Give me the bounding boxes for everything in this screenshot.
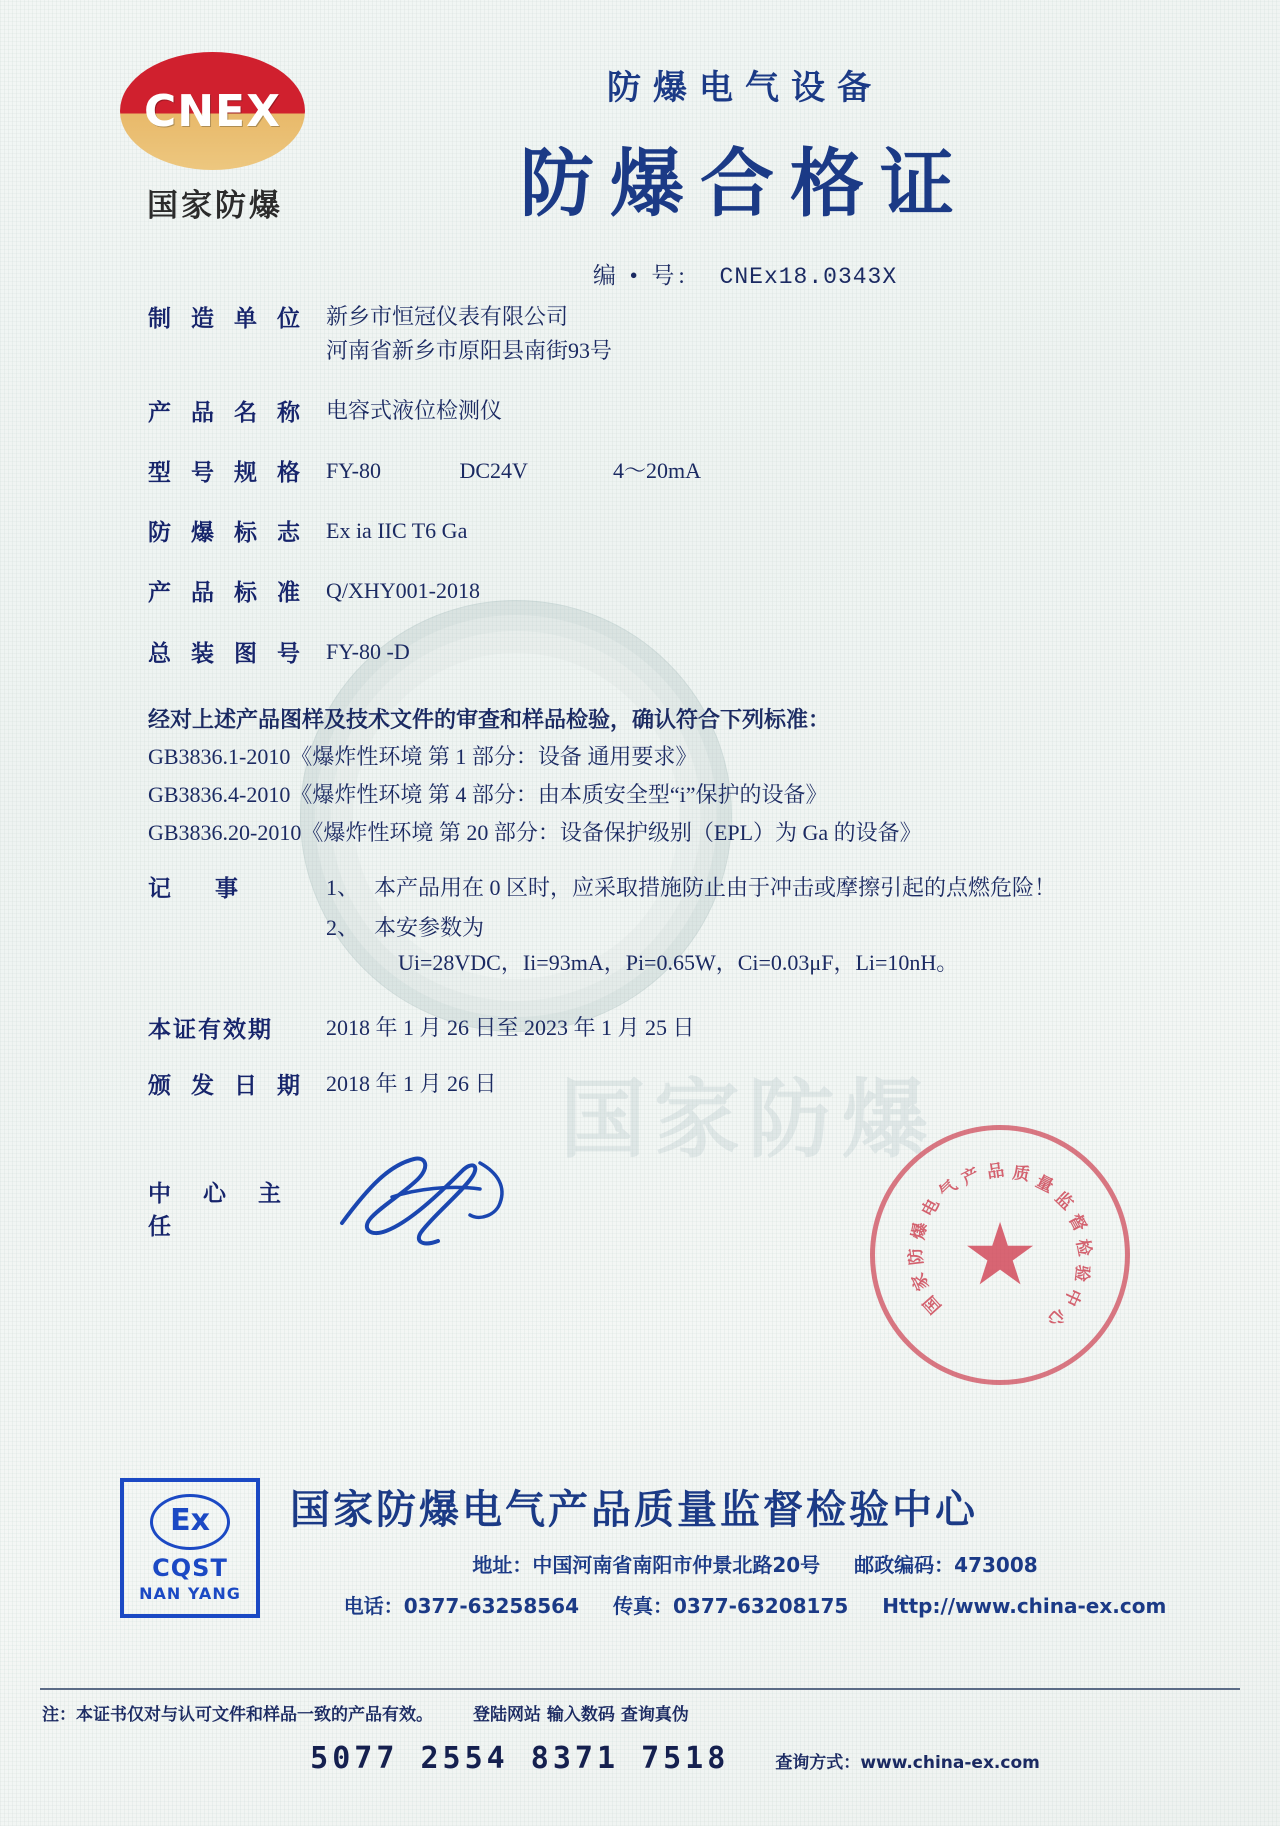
conformity-statement (0, 695, 1280, 852)
address-value: 中国河南省南阳市仲景北路20号 (532, 1553, 821, 1577)
note-text-sub: Ui=28VDC，Ii=93mA，Pi=0.65W，Ci=0.03μF，Li=10nH。 (398, 950, 959, 976)
field-standard-value: Q/XHY001-2018 (326, 578, 480, 604)
certificate-body (0, 300, 1280, 1345)
model-voltage: DC24V (459, 458, 528, 484)
stamp-char: 产 (958, 1164, 983, 1190)
model-current: 4～20mA (613, 458, 702, 484)
field-director-label: 中 心 主 任 (148, 1181, 294, 1241)
footer-divider (40, 1688, 1240, 1690)
conformity-statement-head: 经对上述产品图样及技术文件的审查和样品检验，确认符合下列标准： (148, 706, 831, 732)
cqst-logo-city: NAN YANG (139, 1584, 241, 1603)
note-item (326, 910, 1240, 981)
document-subtitle: 防爆电气设备 (607, 68, 883, 108)
stamp-char: 督 (1064, 1210, 1090, 1236)
address-label: 地址： (472, 1553, 533, 1577)
field-ex-mark (0, 514, 1280, 548)
field-model-label: 型 号 规 格 (148, 460, 307, 487)
field-manufacturer-value (326, 300, 1280, 368)
field-director (0, 1123, 1280, 1345)
field-drawing-label: 总 装 图 号 (148, 640, 307, 667)
notes-list (326, 870, 1240, 985)
field-product-name (0, 394, 1280, 428)
field-issue-date (0, 1067, 1280, 1101)
note-text (374, 910, 1240, 981)
note-text: 本产品用在 0 区时，应采取措施防止由于冲击或摩擦引起的点燃危险！ (374, 874, 1057, 900)
verification-method-label: 查询方式： (775, 1753, 861, 1773)
stamp-char: 心 (1042, 1303, 1070, 1330)
field-ex-mark-label: 防 爆 标 志 (148, 520, 307, 547)
stamp-char: 国 (919, 1291, 946, 1318)
postcode-label: 邮政编码： (854, 1553, 955, 1577)
tel-label: 电话： (343, 1594, 404, 1618)
manufacturer-name: 新乡市恒冠仪表有限公司 (326, 304, 569, 329)
stamp-char: 家 (908, 1269, 934, 1294)
signature-icon (330, 1145, 550, 1265)
field-ex-mark-value: Ex ia IIC T6 Ga (326, 518, 468, 544)
issuing-organization (0, 1478, 1280, 1619)
field-model (0, 454, 1280, 488)
stamp-char: 质 (1011, 1163, 1032, 1186)
fax-value: 0377-63208175 (672, 1594, 849, 1618)
verification-row (0, 1741, 1280, 1776)
field-standard (0, 574, 1280, 608)
field-product-name-value: 电容式液位检测仪 (326, 398, 503, 424)
stamp-char: 监 (1050, 1188, 1077, 1215)
certificate-number (330, 257, 1160, 290)
field-validity-label: 本证有效期 (148, 1016, 273, 1043)
ex-symbol-icon: Ex (150, 1494, 230, 1550)
field-notes-label: 记 事 (148, 875, 257, 902)
field-drawing (0, 635, 1280, 669)
title-block (330, 60, 1160, 290)
organization-address-line (290, 1549, 1220, 1578)
fax-label: 传真： (612, 1594, 673, 1618)
tel-value: 0377-63258564 (403, 1594, 579, 1618)
note-number: 2、 (326, 914, 360, 940)
stamp-char: 量 (1032, 1171, 1057, 1198)
footer-note-text: 注：本证书仅对与认可文件和样品一致的产品有效。 (42, 1705, 433, 1725)
field-manufacturer (0, 300, 1280, 368)
stamp-star-icon: ★ (961, 1207, 1039, 1303)
field-issue-date-label: 颁 发 日 期 (148, 1072, 307, 1099)
manufacturer-address: 河南省新乡市原阳县南街93号 (326, 338, 613, 364)
field-notes (0, 852, 1280, 985)
footer-note-block (0, 1700, 1280, 1776)
certificate-number-value: CNEx18.0343X (719, 264, 898, 290)
field-product-name-label: 产 品 名 称 (148, 400, 307, 427)
certificate-number-label: 编 • 号: (592, 263, 689, 288)
note-item (326, 870, 1240, 906)
stamp-char: 防 (905, 1246, 928, 1267)
page-title: 防爆合格证 (520, 141, 970, 227)
cnex-logo-mark (120, 52, 305, 170)
field-validity-value: 2018 年 1 月 26 日至 2023 年 1 月 25 日 (326, 1014, 695, 1040)
verification-url[interactable]: www.china-ex.com (860, 1753, 1040, 1773)
stamp-char: 验 (1070, 1263, 1093, 1283)
standard-item-2: GB3836.4-2010《爆炸性环境 第 4 部分：由本质安全型“i”保护的设备》 (148, 782, 828, 808)
verification-code: 5077 2554 8371 7518 (310, 1741, 730, 1776)
organization-website[interactable]: Http://www.china-ex.com (882, 1594, 1167, 1618)
background-watermark-text: 国家防爆 (560, 1070, 936, 1170)
field-validity (0, 1011, 1280, 1045)
verification-method (775, 1748, 1040, 1773)
stamp-char: 中 (1059, 1285, 1085, 1309)
cnex-logo-text: CNEX (143, 85, 282, 137)
footer-note-instruction: 登陆网站 输入数码 查询真伪 (473, 1705, 689, 1725)
model-number: FY-80 (326, 458, 382, 484)
postcode-value: 473008 (954, 1553, 1038, 1577)
field-drawing-value: FY-80 -D (326, 638, 410, 664)
dates-block (0, 1011, 1280, 1101)
standard-item-1: GB3836.1-2010《爆炸性环境 第 1 部分：设备 通用要求》 (148, 744, 698, 770)
cnex-logo (120, 52, 310, 225)
note-number: 1、 (326, 874, 360, 900)
organization-name: 国家防爆电气产品质量监督检验中心 (290, 1487, 978, 1533)
cqst-logo (120, 1478, 260, 1618)
note-text-main: 本安参数为 (374, 914, 485, 940)
footer-note (0, 1700, 1280, 1725)
organization-contact-line (290, 1590, 1220, 1619)
stamp-char: 气 (935, 1176, 962, 1203)
stamp-char: 品 (985, 1160, 1006, 1183)
stamp-char: 电 (918, 1195, 944, 1221)
cqst-logo-text: CQST (152, 1554, 228, 1582)
standard-item-3: GB3836.20-2010《爆炸性环境 第 20 部分：设备保护级别（EPL）为 Ga 的设备》 (148, 820, 922, 846)
field-issue-date-value: 2018 年 1 月 26 日 (326, 1070, 497, 1096)
certificate-header (0, 0, 1280, 290)
field-manufacturer-label: 制 造 单 位 (148, 306, 307, 332)
field-standard-label: 产 品 标 准 (148, 580, 307, 607)
field-model-value (326, 454, 1280, 488)
stamp-char: 检 (1071, 1237, 1095, 1259)
stamp-char: 爆 (908, 1220, 932, 1242)
cnex-logo-subtitle: 国家防爆 (147, 188, 283, 224)
